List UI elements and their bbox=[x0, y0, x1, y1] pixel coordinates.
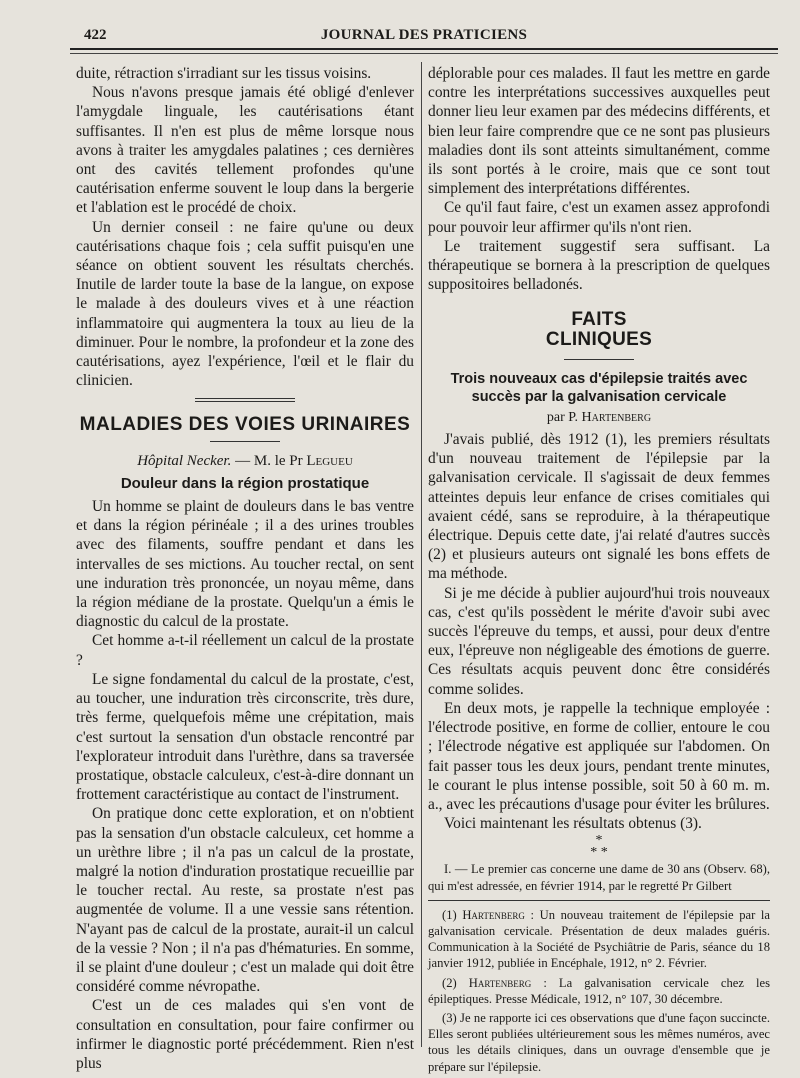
page-number: 422 bbox=[84, 27, 107, 43]
section-title-urinaires: MALADIES DES VOIES URINAIRES bbox=[79, 414, 411, 436]
paragraph: duite, rétraction s'irradiant sur les tissus voisins. bbox=[76, 65, 372, 82]
left-column bbox=[76, 64, 414, 1073]
right-column bbox=[428, 64, 770, 1078]
footnote-author: Hartenberg bbox=[462, 907, 525, 922]
footnote-text: (3) Je ne rapporte ici ces observations que d'une façon succincte. Elles seront publiées ultérieurement sous les mêmes numéros, avec tous les détails cliniques, dans un ouvrage d'ensemble que je prépare sur l'épilepsie. bbox=[428, 1010, 770, 1074]
byline bbox=[428, 408, 770, 427]
article-title: Trois nouveaux cas d'épilepsie traités avec succès par la galvanisation cervicale bbox=[450, 370, 748, 405]
paragraph: Le signe fondamental du calcul de la prostate, c'est, au toucher, une induration très circonscrite, très dure, très ferme, quelquefois même une crépitation, mais c'est surtout la sensation d'un obstacle rencontré par l'explorateur introduit dans l'urèthre, dans sa traversée prostatique, obstacle calculeux, c'est-à-dire donnant un frottement caractéristique au contact de l'instrument. bbox=[76, 670, 414, 804]
case-paragraph: I. — Le premier cas concerne une dame de 30 ans (Observ. 68), qui m'est adressée, en février 1914, par le regretté Pr Gilbert bbox=[428, 862, 770, 893]
footnote-rule bbox=[428, 900, 770, 901]
footnote-text: : La galvanisation cervicale chez les épileptiques. Presse Médicale, 1912, n° 107, 30 décembre. bbox=[428, 975, 770, 1006]
byline-author: Hartenberg bbox=[581, 409, 652, 425]
section-separator bbox=[195, 398, 295, 402]
paragraph: En deux mots, je rappelle la technique employée : l'électrode positive, en forme de collier, entoure le cou ; l'électrode négative est appliquée sur l'abdomen. On fait passer tous les deux jours, pendant trente minutes, le courant le plus intense possible, soit 50 à 60 m. m. a., avec les précautions d'usage pour éviter les brûlures. bbox=[428, 699, 770, 813]
article-subtitle: Douleur dans la région prostatique bbox=[120, 474, 370, 492]
section-title-rule bbox=[564, 359, 634, 360]
section-title-rule bbox=[210, 441, 280, 442]
footnote-2 bbox=[428, 975, 770, 1007]
footnote-number: (1) bbox=[442, 907, 463, 922]
paragraph: On pratique donc cette exploration, et on n'obtient pas la sensation d'un obstacle calculeux, cet homme a un urèthre libre ; il n'a pas un calcul de la prostate, malgré la notion d'induration prostatique recueillie par le toucher rectal. Au reste, sa prostate n'est pas augmentée de volume. Il a une vessie sans rétention. N'ayant pas de calcul de la prostate, aurait-il un calcul de la vessie ? Non ; il n'a pas d'hématuries. En somme, il se plaint d'une douleur ; c'est un malade qui doit être considéré comme névropathe. bbox=[76, 805, 414, 996]
paragraph: Voici maintenant les résultats obtenus (3). bbox=[444, 815, 702, 833]
column-divider bbox=[421, 62, 422, 1047]
paragraph: Le traitement suggestif sera suffisant. La thérapeutique se bornera à la prescription de quelques suppositoires belladonés. bbox=[428, 237, 770, 294]
paragraph: Cet homme a-t-il réellement un calcul de la prostate ? bbox=[76, 632, 414, 669]
footnotes bbox=[428, 907, 770, 1075]
paragraph: C'est un de ces malades qui s'en vont de consultation en consultation, pour faire confirmer ou infirmer le diagnostic porté précédemment. Rien n'est plus bbox=[76, 997, 414, 1072]
hospital-separator: — M. le Pr bbox=[231, 452, 307, 469]
asterism: * * * bbox=[590, 833, 608, 861]
paragraph: Si je me décide à publier aujourd'hui trois nouveaux cas, c'est qu'ils possèdent le mérite d'avoir subi avec succès l'épreuve du temps, et aussi, pour deux d'entre eux, l'épreuve non négligeable des émotions de guerre. Ces résultats acquis peuvent donc être considérés comme solides. bbox=[428, 584, 770, 698]
journal-title: JOURNAL DES PRATICIENS bbox=[320, 27, 528, 43]
paragraph: déplorable pour ces malades. Il faut les mettre en garde contre les interprétations successives auxquelles peut donner lieu leur examen par des médecins différents, et bien leur faire comprendre que ce ne sont pas plusieurs maladies dont ils sont atteints simultanément, comme ils sont portés à le croire, mais que ce sont tout simplement des interprétations différentes. bbox=[428, 65, 770, 198]
footnote-text: : Un nouveau traitement de l'épilepsie par la galvanisation cervicale. Présentation de deux malades guéris. Communication à la Société de Psychiâtrie de Paris, séance du 18 janvier 1912, publiée in Encéphale, 1912, n° 2. Février. bbox=[428, 907, 770, 971]
paragraph: Nous n'avons presque jamais été obligé d'enlever l'amygdale linguale, les cautérisations étant suffisantes. Il n'en est plus de même lorsque nous avons à traiter les amygdales palatines ; ces dernières ont des cavités tellement profondes qu'une cautérisation enferme souvent le loup dans la bergerie et l'ablation est le procédé de choix. bbox=[76, 84, 414, 217]
professor-name: Legueu bbox=[306, 452, 353, 469]
paragraph: J'avais publié, dès 1912 (1), les premiers résultats d'un nouveau traitement de l'épilepsie par la galvanisation cervicale. Il s'agissait de deux femmes atteintes depuis leur enfance de crises comitiales qui avaient cédé, sans se reproduire, à la thérapeutique électrique. Depuis cette date, j'ai relaté d'autres succès (2) et plusieurs auteurs ont signalé les bons effets de ma méthode. bbox=[428, 431, 770, 583]
paragraph: Un homme se plaint de douleurs dans le bas ventre et dans la région périnéale ; il a des urines troubles avec des filaments, souffre pendant et dans les intervalles de ses mictions. Au toucher rectal, on sent une induration très prononcée, un noyau même, dans la région médiane de la prostate. Quelqu'un a émis le diagnostic du calcul de la prostate. bbox=[76, 498, 414, 631]
header-rule bbox=[70, 48, 778, 50]
page-header bbox=[70, 24, 778, 46]
hospital-line bbox=[76, 452, 414, 471]
paragraph: Ce qu'il faut faire, c'est un examen assez approfondi pour pouvoir leur affirmer qu'ils n'ont rien. bbox=[428, 199, 770, 236]
byline-prefix: par P. bbox=[546, 409, 582, 425]
footnote-number: (2) bbox=[442, 975, 469, 990]
footnote-3 bbox=[428, 1010, 770, 1075]
footnote-1 bbox=[428, 907, 770, 972]
header-rule-thin bbox=[70, 53, 778, 54]
paragraph: Un dernier conseil : ne faire qu'une ou deux cautérisations chaque fois ; cela suffit puisqu'en une séance on obtient souvent les résultats cherchés. Inutile de larder toute la base de la langue, on expose le malade à des douleurs vives et à une réaction inflammatoire qui augmentera la toux au lieu de la diminuer. Pour le nombre, la profondeur et la zone des cautérisations, ayez l'expérience, l'œil et le flair du clinicien. bbox=[76, 218, 414, 390]
section-title-faits-cliniques: FAITS CLINIQUES bbox=[545, 309, 653, 350]
hospital-name: Hôpital Necker. bbox=[137, 452, 232, 469]
footnote-author: Hartenberg bbox=[468, 975, 532, 990]
